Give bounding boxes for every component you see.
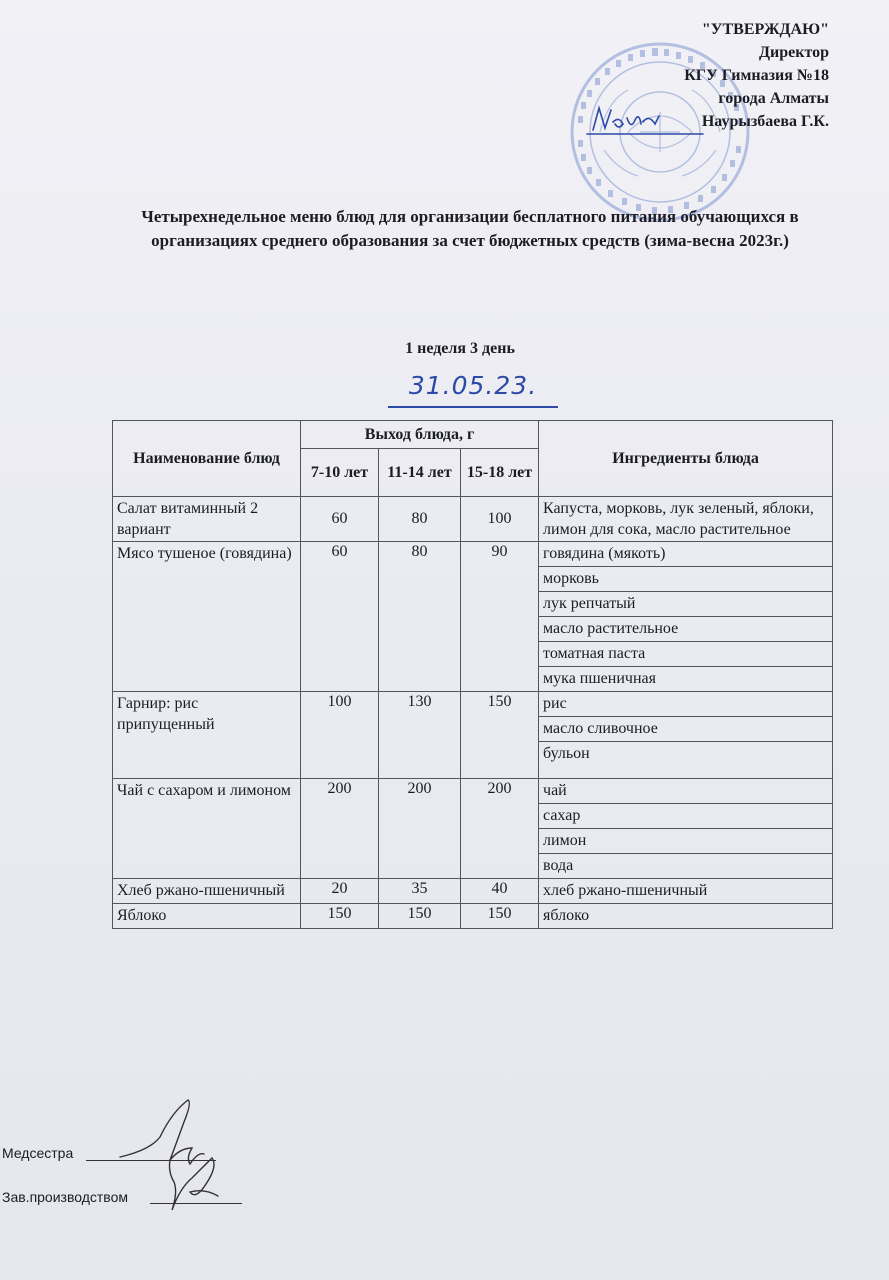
portion-15-18: 100 [461, 497, 539, 542]
city-name: города Алматы [718, 90, 829, 107]
header-ingredients: Ингредиенты блюда [539, 421, 833, 497]
portion-7-10: 60 [301, 542, 379, 692]
table-row [113, 904, 833, 929]
dish-name: Мясо тушеное (говядина) [113, 542, 301, 692]
ingredient: яблоко [539, 904, 833, 929]
ingredient: рис [539, 692, 833, 717]
director-name: Наурызбаева Г.К. [701, 113, 829, 130]
week-day-label: 1 неделя 3 день [405, 340, 515, 357]
portion-11-14: 200 [379, 779, 461, 879]
organization-name: КГУ Гимназия №18 [684, 67, 829, 84]
ingredient: мука пшеничная [539, 667, 833, 692]
dish-name: Салат витаминный 2 вариант [113, 497, 301, 542]
dish-name: Хлеб ржано-пшеничный [113, 879, 301, 904]
portion-15-18: 150 [461, 904, 539, 929]
portion-11-14: 80 [379, 542, 461, 692]
portion-15-18: 200 [461, 779, 539, 879]
nurse-label: Медсестра [2, 1145, 74, 1161]
ingredient: лук репчатый [539, 592, 833, 617]
portion-15-18: 90 [461, 542, 539, 692]
portion-7-10: 150 [301, 904, 379, 929]
director-position: Директор [759, 44, 829, 61]
menu-table [112, 420, 833, 929]
ingredient: масло растительное [539, 617, 833, 642]
production-manager-label: Зав.производством [2, 1189, 128, 1205]
table-row [113, 542, 833, 567]
header-age-11-14: 11-14 лет [379, 449, 461, 497]
approval-heading: "УТВЕРЖДАЮ" [701, 21, 829, 38]
handwritten-signatures [100, 1092, 230, 1217]
header-output: Выход блюда, г [301, 421, 539, 449]
dish-name: Гарнир: рис припущенный [113, 692, 301, 779]
table-header-row [113, 421, 833, 449]
ingredient: хлеб ржано-пшеничный [539, 879, 833, 904]
table-row [113, 879, 833, 904]
portion-11-14: 80 [379, 497, 461, 542]
ingredient: лимон [539, 829, 833, 854]
header-age-7-10: 7-10 лет [301, 449, 379, 497]
ingredient: бульон [539, 742, 833, 779]
portion-7-10: 100 [301, 692, 379, 779]
header-dish-name: Наименование блюд [113, 421, 301, 497]
header-age-15-18: 15-18 лет [461, 449, 539, 497]
portion-7-10: 20 [301, 879, 379, 904]
portion-11-14: 35 [379, 879, 461, 904]
ingredient: морковь [539, 567, 833, 592]
handwritten-date: 31.05.23. [388, 370, 558, 408]
ingredient: чай [539, 779, 833, 804]
table-row [113, 497, 833, 542]
table-row [113, 779, 833, 804]
ingredient: томатная паста [539, 642, 833, 667]
portion-7-10: 200 [301, 779, 379, 879]
ingredient: сахар [539, 804, 833, 829]
portion-11-14: 130 [379, 692, 461, 779]
ingredient: вода [539, 854, 833, 879]
ingredient: масло сливочное [539, 717, 833, 742]
approval-block [499, 18, 829, 133]
dish-name: Чай с сахаром и лимоном [113, 779, 301, 879]
ingredient: говядина (мякоть) [539, 542, 833, 567]
portion-11-14: 150 [379, 904, 461, 929]
ingredient: Капуста, морковь, лук зеленый, яблоки, лимон для сока, масло растительное [539, 497, 833, 542]
portion-7-10: 60 [301, 497, 379, 542]
table-row [113, 692, 833, 717]
portion-15-18: 40 [461, 879, 539, 904]
dish-name: Яблоко [113, 904, 301, 929]
portion-15-18: 150 [461, 692, 539, 779]
document-title: Четырехнедельное меню блюд для организации бесплатного питания обучающихся в организациях среднего образования за счет бюджетных средств (зима-весна 2023г.) [141, 207, 799, 250]
